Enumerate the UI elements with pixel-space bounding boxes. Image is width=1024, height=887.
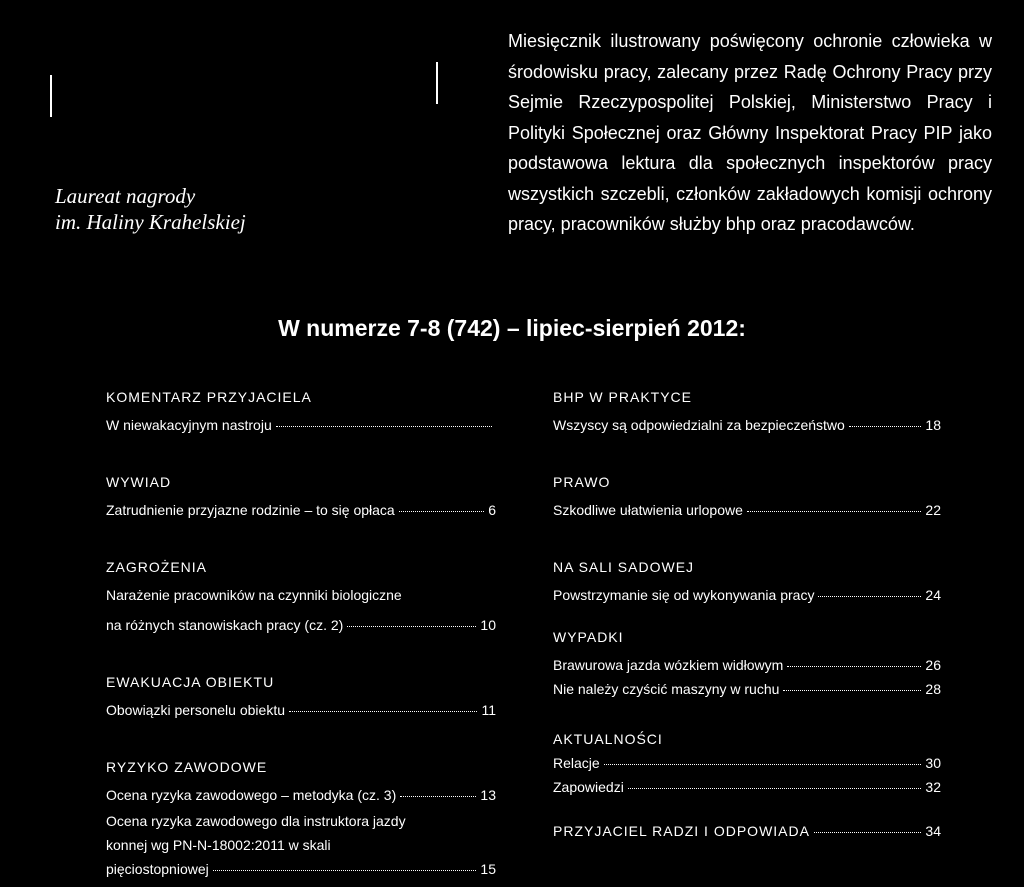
toc-entry — [106, 413, 496, 437]
section-title: RYZYKO ZAWODOWE — [106, 759, 268, 775]
entry-title: Szkodliwe ułatwienia urlopowe — [553, 502, 743, 518]
leader-dots — [604, 764, 922, 765]
leader-dots — [276, 426, 492, 427]
toc-section — [106, 470, 496, 522]
entry-title-line: Ocena ryzyka zawodowego dla instruktora jazdy — [106, 813, 406, 829]
page-number: 22 — [925, 502, 941, 518]
page-number: 34 — [925, 823, 941, 839]
section-title: BHP W PRAKTYCE — [553, 389, 692, 405]
entry-title: Zapowiedzi — [553, 779, 624, 795]
leader-dots — [849, 426, 922, 427]
section-title: AKTUALNOŚCI — [553, 731, 663, 747]
section-title: PRAWO — [553, 474, 611, 490]
page-number: 18 — [925, 417, 941, 433]
award-caption — [55, 183, 246, 235]
decorative-rule-right — [436, 62, 438, 104]
section-title: NA SALI SADOWEJ — [553, 559, 695, 575]
entry-title-line: Narażenie pracowników na czynniki biologiczne — [106, 587, 402, 603]
toc-entry — [553, 819, 941, 843]
toc-section — [106, 555, 496, 637]
leader-dots — [399, 511, 484, 512]
page-number: 13 — [480, 787, 496, 803]
toc-section — [553, 470, 941, 522]
toc-entry — [553, 751, 941, 775]
entry-title: Nie należy czyścić maszyny w ruchu — [553, 681, 780, 697]
issue-heading: W numerze 7-8 (742) – lipiec-sierpień 2012: — [278, 315, 746, 341]
leader-dots — [213, 870, 477, 871]
leader-dots — [628, 788, 922, 789]
page-number: 24 — [925, 587, 941, 603]
award-line-1: Laureat nagrody — [55, 184, 196, 208]
page-number: 11 — [481, 702, 496, 718]
entry-title: W niewakacyjnym nastroju — [106, 417, 272, 433]
toc-entry — [106, 698, 496, 722]
toc-entry — [553, 498, 941, 522]
toc-entry — [553, 775, 941, 799]
toc-section — [553, 555, 941, 607]
toc-entry — [106, 809, 496, 881]
entry-title: Ocena ryzyka zawodowego – metodyka (cz. 3) — [106, 787, 397, 803]
leader-dots — [783, 690, 921, 691]
entry-title: Wszyscy są odpowiedzialni za bezpieczeństwo — [553, 417, 845, 433]
toc-section — [553, 819, 941, 843]
toc-entry — [553, 677, 941, 701]
section-title: PRZYJACIEL RADZI I ODPOWIADA — [553, 823, 810, 839]
page-number: 10 — [480, 617, 496, 633]
toc-entry — [106, 583, 496, 637]
toc-section — [106, 385, 496, 437]
decorative-rule-left — [50, 75, 52, 117]
entry-title: Obowiązki personelu obiektu — [106, 702, 285, 718]
entry-title: na różnych stanowiskach pracy (cz. 2) — [106, 617, 344, 633]
section-title: WYWIAD — [106, 474, 172, 490]
entry-title: Brawurowa jazda wózkiem widłowym — [553, 657, 784, 673]
entry-title: Powstrzymanie się od wykonywania pracy — [553, 587, 815, 603]
toc-entry — [106, 783, 496, 807]
toc-section — [553, 727, 941, 799]
toc-section — [553, 385, 941, 437]
section-title: WYPADKI — [553, 629, 624, 645]
page-number: 32 — [925, 779, 941, 795]
entry-title: Relacje — [553, 755, 600, 771]
magazine-description: Miesięcznik ilustrowany poświęcony ochronie człowieka w środowisku pracy, zalecany przez Radę Ochrony Pracy przy Sejmie Rzeczypospolitej Polskiej, Ministerstwo Pracy i Polityki Społecznej oraz Główny Inspektorat Pracy PIP jako podstawowa lektura dla społecznych inspektorów pracy wszystkich szczebli, członków zakładowych komisji ochrony pracy, pracowników służby bhp oraz pracodawców. — [508, 31, 992, 234]
leader-dots — [289, 711, 477, 712]
toc-entry — [553, 413, 941, 437]
toc-entry — [553, 653, 941, 677]
leader-dots — [747, 511, 922, 512]
section-title: EWAKUACJA OBIEKTU — [106, 674, 275, 690]
toc-section — [106, 755, 496, 881]
toc-entry — [553, 583, 941, 607]
page-number: 30 — [925, 755, 941, 771]
leader-dots — [787, 666, 921, 667]
entry-title-line: konnej wg PN-N-18002:2011 w skali — [106, 837, 331, 853]
section-title: KOMENTARZ PRZYJACIELA — [106, 389, 312, 405]
toc-section — [553, 625, 941, 701]
entry-title: pięciostopniowej — [106, 861, 209, 877]
page-number: 15 — [480, 861, 496, 877]
page-number: 6 — [488, 502, 496, 518]
section-title: ZAGROŻENIA — [106, 559, 208, 575]
leader-dots — [818, 596, 921, 597]
toc-right-column — [553, 385, 941, 843]
award-line-2: im. Haliny Krahelskiej — [55, 210, 246, 234]
leader-dots — [400, 796, 476, 797]
toc-entry — [106, 498, 496, 522]
leader-dots — [347, 626, 476, 627]
entry-title: Zatrudnienie przyjazne rodzinie – to się opłaca — [106, 502, 395, 518]
toc-left-column — [106, 385, 496, 881]
leader-dots — [814, 832, 921, 833]
page-number: 26 — [925, 657, 941, 673]
toc-section — [106, 670, 496, 722]
page-number: 28 — [925, 681, 941, 697]
